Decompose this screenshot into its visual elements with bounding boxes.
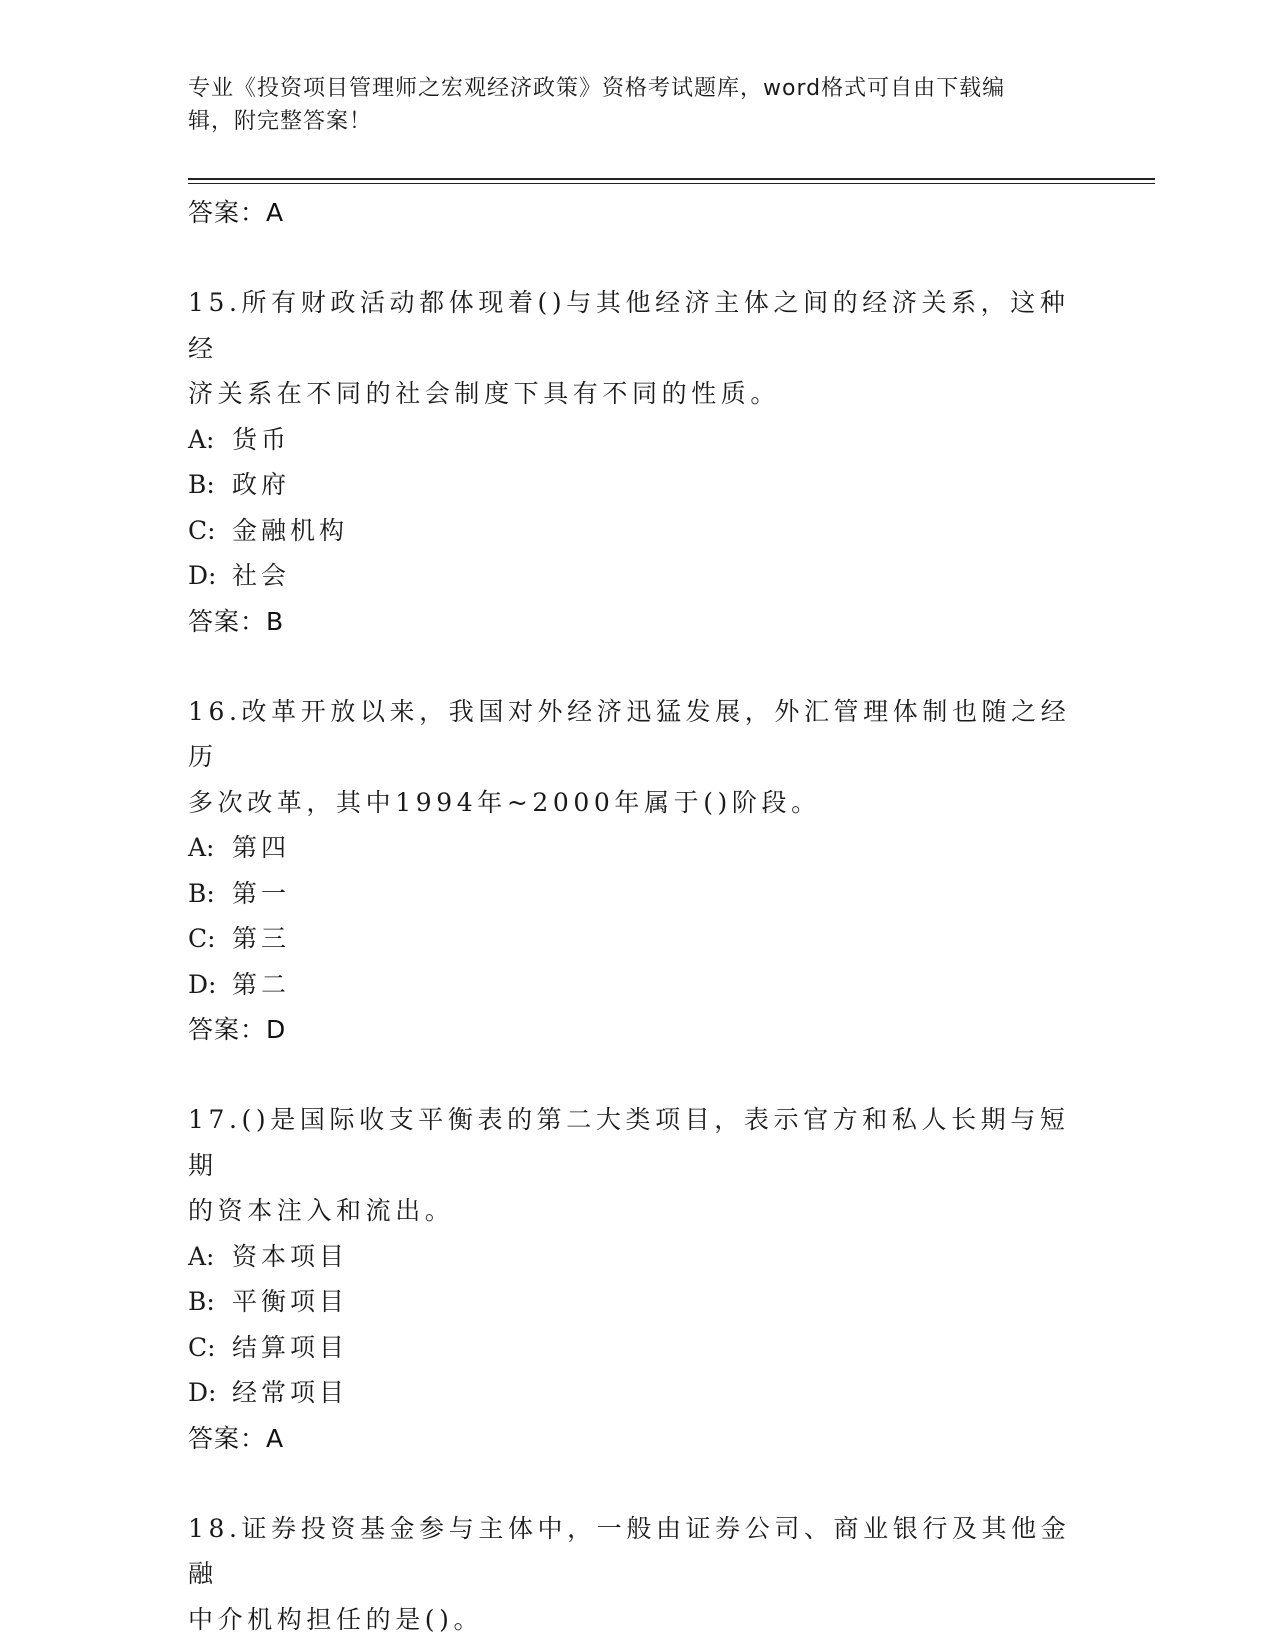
question-text-line: 18.证券投资基金参与主体中，一般由证券公司、商业银行及其他金融 bbox=[188, 1513, 1071, 1588]
question-text-line: 17.()是国际收支平衡表的第二大类项目，表示官方和私人长期与短期 bbox=[188, 1105, 1070, 1180]
option-letter: C: bbox=[188, 515, 216, 545]
option-b bbox=[188, 462, 1088, 508]
question-text-line: 15.所有财政活动都体现着()与其他经济主体之间的经济关系，这种经 bbox=[188, 288, 1070, 363]
header-line-1: 专业《投资项目管理师之宏观经济政策》资格考试题库，word格式可自由下载编 bbox=[188, 76, 1006, 101]
answer-line: 答案：B bbox=[188, 606, 285, 636]
option-text: 货币 bbox=[232, 424, 291, 454]
option-text: 结算项目 bbox=[232, 1332, 349, 1362]
option-a bbox=[188, 417, 1088, 463]
option-letter: A: bbox=[188, 1241, 215, 1271]
question-text-line: 的资本注入和流出。 bbox=[188, 1196, 455, 1225]
option-text: 第二 bbox=[232, 969, 291, 999]
question-text-line: 多次改革，其中1994年~2000年属于()阶段。 bbox=[188, 787, 821, 817]
option-d bbox=[188, 962, 1088, 1008]
option-text: 资本项目 bbox=[232, 1241, 349, 1271]
option-text: 社会 bbox=[232, 561, 291, 590]
option-d bbox=[188, 553, 1088, 599]
option-d bbox=[188, 1370, 1088, 1416]
question-text bbox=[188, 280, 1088, 417]
question-text-line: 济关系在不同的社会制度下具有不同的性质。 bbox=[188, 379, 781, 408]
option-letter: C: bbox=[188, 924, 216, 953]
answer-line: 答案：A bbox=[188, 1423, 285, 1453]
question-16 bbox=[188, 689, 1088, 1053]
option-letter: B: bbox=[188, 878, 215, 908]
question-text bbox=[188, 1097, 1088, 1234]
question-17 bbox=[188, 1097, 1088, 1461]
option-letter: A: bbox=[188, 833, 215, 862]
option-text: 第四 bbox=[232, 833, 291, 862]
header-line-2: 辑，附完整答案！ bbox=[188, 109, 373, 134]
question-text bbox=[188, 1506, 1088, 1643]
document-header bbox=[188, 72, 1088, 138]
header-rule-thick bbox=[188, 178, 1155, 180]
option-c bbox=[188, 1325, 1088, 1371]
option-c bbox=[188, 916, 1088, 962]
option-text: 金融机构 bbox=[232, 515, 349, 545]
option-text: 政府 bbox=[232, 470, 291, 499]
option-text: 第三 bbox=[232, 924, 291, 953]
option-a bbox=[188, 1234, 1088, 1280]
question-18 bbox=[188, 1506, 1088, 1643]
option-a bbox=[188, 825, 1088, 871]
option-letter: A: bbox=[188, 424, 215, 454]
question-text bbox=[188, 689, 1088, 826]
header-rule-thin bbox=[188, 183, 1155, 184]
option-text: 平衡项目 bbox=[232, 1287, 349, 1316]
option-text: 经常项目 bbox=[232, 1378, 349, 1407]
option-b bbox=[188, 1279, 1088, 1325]
option-letter: D: bbox=[188, 1378, 217, 1407]
answer-line: 答案：D bbox=[188, 1015, 287, 1044]
option-letter: C: bbox=[188, 1332, 216, 1362]
question-text-line: 中介机构担任的是()。 bbox=[188, 1604, 484, 1634]
question-15 bbox=[188, 280, 1088, 644]
option-text: 第一 bbox=[232, 878, 291, 908]
option-b bbox=[188, 871, 1088, 917]
option-letter: D: bbox=[188, 969, 217, 999]
option-letter: B: bbox=[188, 1287, 215, 1316]
option-letter: D: bbox=[188, 561, 217, 590]
question-text-line: 16.改革开放以来，我国对外经济迅猛发展，外汇管理体制也随之经历 bbox=[188, 696, 1071, 771]
option-c bbox=[188, 508, 1088, 554]
question-list bbox=[188, 190, 1088, 1642]
answer-line: 答案：A bbox=[188, 198, 285, 227]
option-letter: B: bbox=[188, 470, 215, 499]
